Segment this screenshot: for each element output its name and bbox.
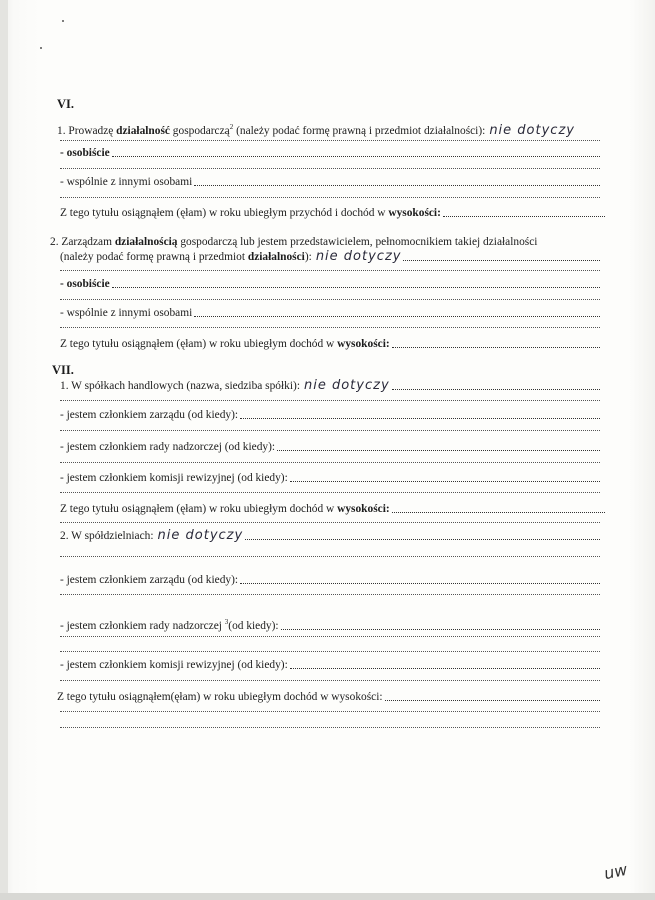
answer-dotted-line[interactable] <box>60 299 600 300</box>
vii-item1-answer[interactable]: nie dotyczy <box>304 378 390 393</box>
vi-item1-jointly[interactable]: - wspólnie z innymi osobami <box>60 175 600 189</box>
vi-item2-answer[interactable]: nie dotyczy <box>315 249 402 264</box>
vii-item1-supervisory[interactable]: - jestem członkiem rady nadzorczej (od kiedy): <box>60 440 600 454</box>
answer-dotted-line[interactable] <box>60 727 600 728</box>
answer-dotted-line[interactable] <box>60 594 600 595</box>
section-vi-label: VI. <box>57 97 75 111</box>
vi-item2-personally[interactable]: - osobiście <box>60 277 600 291</box>
answer-dotted-line[interactable] <box>60 140 600 141</box>
vi-item2-line2[interactable]: (należy podać formę prawną i przedmiot działalności): nie dotyczy <box>60 250 600 264</box>
vii-item1-audit[interactable]: - jestem członkiem komisji rewizyjnej (od kiedy): <box>60 471 600 485</box>
vii-item2-answer[interactable]: nie dotyczy <box>157 528 244 543</box>
answer-dotted-line[interactable] <box>60 400 600 401</box>
answer-dotted-line[interactable] <box>60 556 600 557</box>
answer-dotted-line[interactable] <box>60 651 600 652</box>
vi-item2-line: 2. Zarządzam działalnością gospodarczą lub jestem przedstawicielem, pełnomocnikiem takiej działalności <box>50 236 538 248</box>
answer-dotted-line[interactable] <box>60 197 600 198</box>
vi-item1-answer[interactable]: nie dotyczy <box>489 122 575 138</box>
answer-dotted-line[interactable] <box>60 711 600 712</box>
answer-dotted-line[interactable] <box>60 270 600 271</box>
section-vii-label: VII. <box>52 363 74 377</box>
vi-item1-line: 1. Prowadzę działalność gospodarczą$^2$ (należy podać formę prawną i przedmiot działalności): nie dotyczy <box>57 122 575 138</box>
scan-speck <box>62 20 64 22</box>
vii-item2-income[interactable]: Z tego tytułu osiągnąłem(ęłam) w roku ubiegłym dochód w wysokości: <box>57 690 600 704</box>
answer-dotted-line[interactable] <box>60 492 600 493</box>
vii-item1-board[interactable]: - jestem członkiem zarządu (od kiedy): <box>60 408 600 422</box>
scan-speck <box>40 47 42 49</box>
answer-dotted-line[interactable] <box>60 327 600 328</box>
answer-dotted-line[interactable] <box>60 168 600 169</box>
vii-item2-supervisory[interactable]: - jestem członkiem rady nadzorczej $^3$(od kiedy): <box>60 615 600 633</box>
answer-dotted-line[interactable] <box>60 636 600 637</box>
scan-left-edge <box>0 0 8 900</box>
vii-item2-line[interactable]: 2. W spółdzielniach: nie dotyczy <box>60 529 600 543</box>
answer-dotted-line[interactable] <box>60 680 600 681</box>
vii-item2-audit[interactable]: - jestem członkiem komisji rewizyjnej (od kiedy): <box>60 658 600 672</box>
answer-dotted-line[interactable] <box>60 430 600 431</box>
vi-item2-income[interactable]: Z tego tytułu osiągnąłem (ęłam) w roku ubiegłym dochód w wysokości: <box>60 337 600 351</box>
handwritten-initials: uw <box>602 859 629 884</box>
vi-item1-income[interactable]: Z tego tytułu osiągnąłem (ęłam) w roku ubiegłym przychód i dochód w wysokości: <box>60 206 605 220</box>
vii-item1-income[interactable]: Z tego tytułu osiągnąłem (ęłam) w roku ubiegłym dochód w wysokości: <box>60 502 605 516</box>
answer-dotted-line[interactable] <box>60 522 600 523</box>
vi-item2-jointly[interactable]: - wspólnie z innymi osobami <box>60 306 600 320</box>
answer-dotted-line[interactable] <box>60 462 600 463</box>
vi-item1-personally[interactable]: - osobiście <box>60 146 600 160</box>
vii-item1-line[interactable]: 1. W spółkach handlowych (nazwa, siedziba spółki): nie dotyczy <box>60 379 600 393</box>
scan-bottom-edge <box>0 893 655 900</box>
vii-item2-board[interactable]: - jestem członkiem zarządu (od kiedy): <box>60 573 600 587</box>
